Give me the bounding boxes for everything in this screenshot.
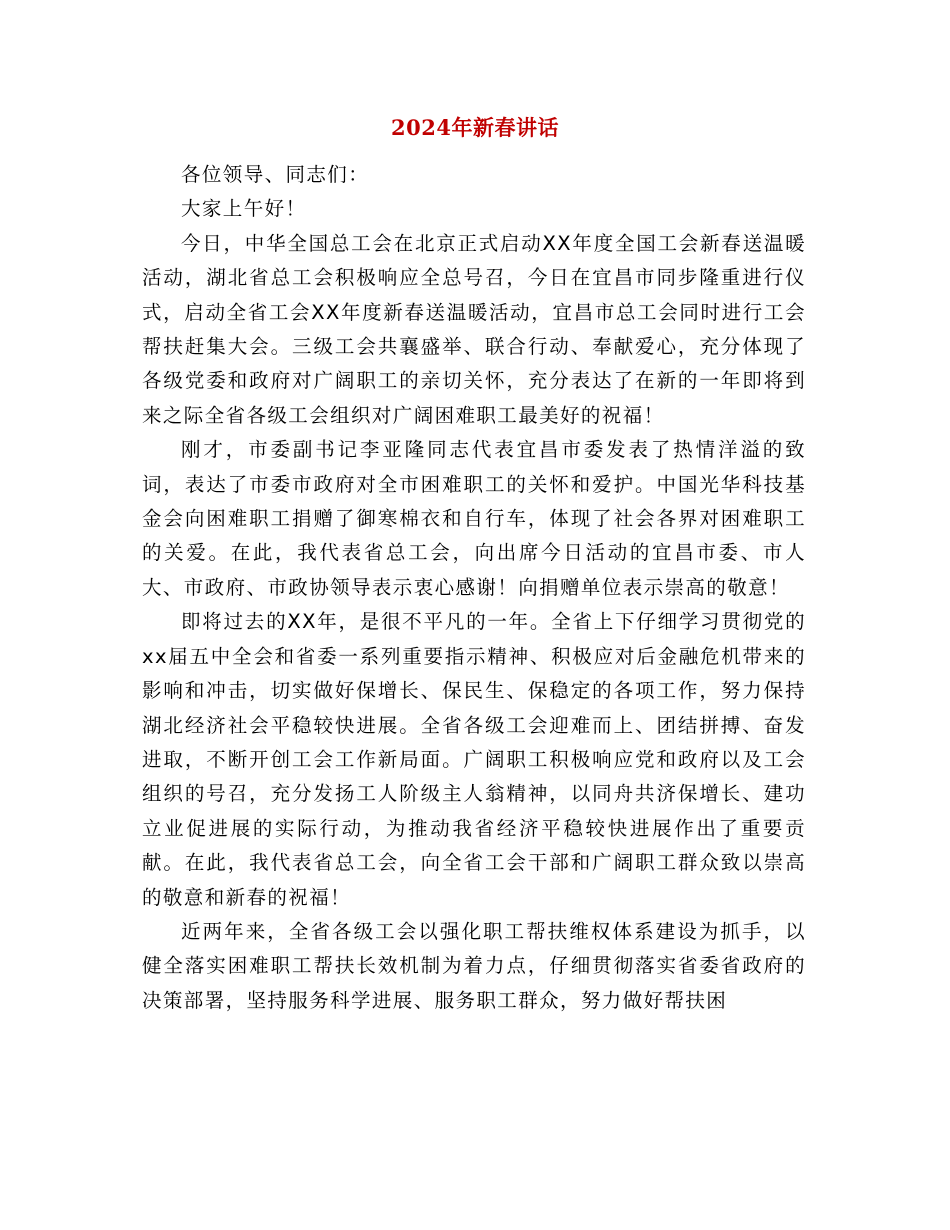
document-body: [142, 158, 806, 1018]
paragraph-greeting: 各位领导、同志们：: [181, 163, 370, 186]
document-title: 2024年新春讲话: [391, 115, 559, 140]
paragraph-2: 刚才，市委副书记李亚隆同志代表宜昌市委发表了热情洋溢的致词，表达了市委市政府对全市困难职工的关怀和爱护。中国光华科技基金会向困难职工捐赠了御寒棉衣和自行车，体现了社会各界对困难职工的关爱。在此，我代表省总工会，向出席今日活动的宜昌市委、市人大、市政府、市政协领导表示衷心感谢！向捐赠单位表示崇高的敬意！: [142, 438, 806, 599]
paragraph-1: 今日，中华全国总工会在北京正式启动XX年度全国工会新春送温暖活动，湖北省总工会积极响应全总号召，今日在宜昌市同步隆重进行仪式，启动全省工会XX年度新春送温暖活动，宜昌市总工会同时进行工会帮扶赶集大会。三级工会共襄盛举、联合行动、奉献爱心，充分体现了各级党委和政府对广阔职工的亲切关怀，充分表达了在新的一年即将到来之际全省各级工会组织对广阔困难职工最美好的祝福！: [142, 231, 806, 427]
paragraph-salutation: 大家上午好！: [181, 197, 307, 221]
paragraph-3: 即将过去的XX年，是很不平凡的一年。全省上下仔细学习贯彻党的xx届五中全会和省委一系列重要指示精神、积极应对后金融危机带来的影响和冲击，切实做好保增长、保民生、保稳定的各项工作，努力保持湖北经济社会平稳较快进展。全省各级工会迎难而上、团结拼搏、奋发进取，不断开创工会工作新局面。广阔职工积极响应党和政府以及工会组织的号召，充分发扬工人阶级主人翁精神，以同舟共济保增长、建功立业促进展的实际行动，为推动我省经济平稳较快进展作出了重要贡献。在此，我代表省总工会，向全省工会干部和广阔职工群众致以崇高的敬意和新春的祝福！: [142, 610, 806, 909]
paragraph-4: 近两年来，全省各级工会以强化职工帮扶维权体系建设为抓手，以健全落实困难职工帮扶长效机制为着力点，仔细贯彻落实省委省政府的决策部署，坚持服务科学进展、服务职工群众，努力做好帮扶困: [142, 919, 806, 1012]
